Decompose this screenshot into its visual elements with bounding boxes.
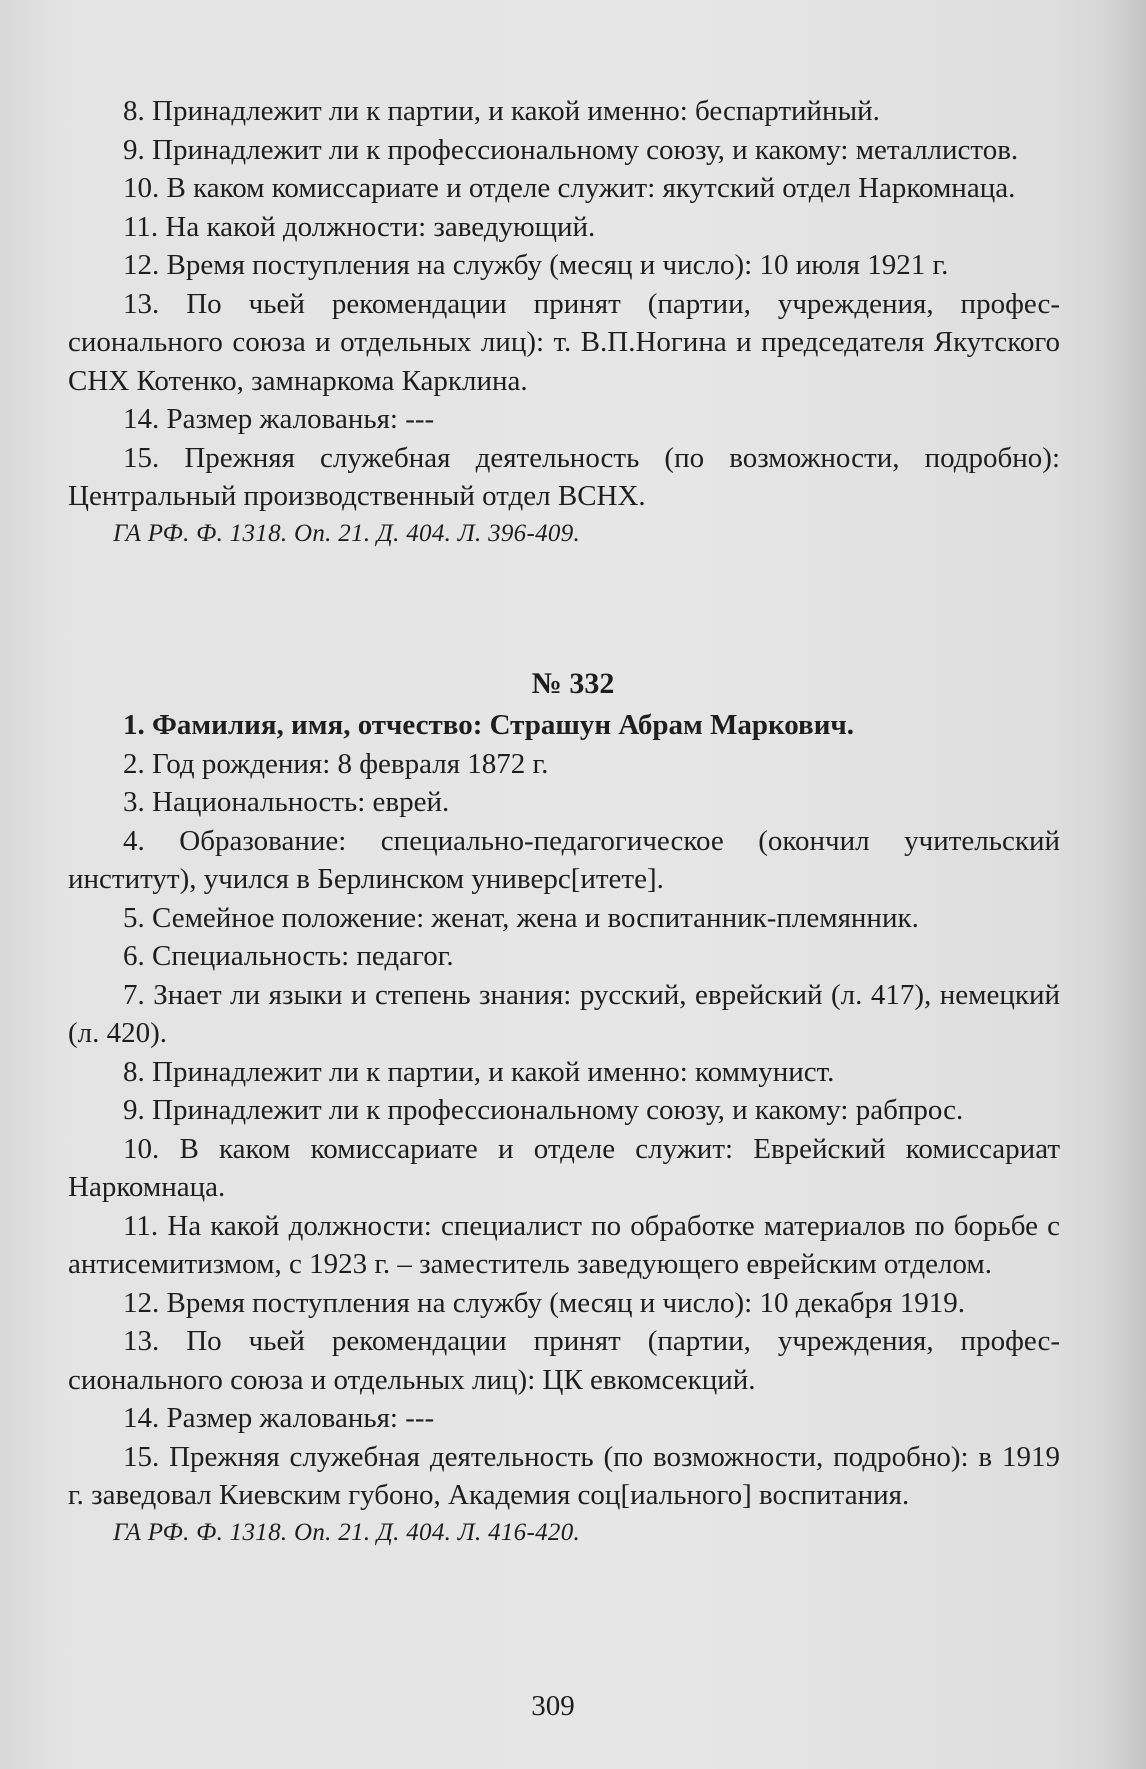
- list-item: 10. В каком комиссариате и отделе служит: якутский отдел Наркомнаца.: [123, 172, 1016, 204]
- document-number-heading: № 332: [531, 667, 615, 700]
- list-item: 8. Принадлежит ли к партии, и какой именно: беспартийный.: [123, 95, 880, 127]
- list-item: 6. Специальность: педагог.: [123, 940, 454, 972]
- section-1-text: [68, 92, 1060, 552]
- list-item: 11. На какой должности: специалист по обработке материалов по борьбе с антисемитизмом, с 1923 г. – заместитель заведующего еврейским отделом.: [68, 1209, 1060, 1280]
- list-item: 9. Принадлежит ли к профессиональному союзу, и какому: металлистов.: [123, 133, 1019, 166]
- list-item: 13. По чьей рекомендации принят (партии, учреждения, профессионального союза и отдельных лиц): т. В.П.Ногина и председателя Якутского СНХ Котенко, замнаркома Карклина.: [68, 287, 1060, 397]
- list-item: 5. Семейное положение: женат, жена и воспитанник-племянник.: [123, 901, 919, 934]
- list-item: 2. Год рождения: 8 февраля 1872 г.: [123, 747, 549, 780]
- list-item: 14. Размер жалованья: ---: [123, 403, 435, 435]
- archive-source-citation: ГА РФ. Ф. 1318. Оп. 21. Д. 404. Л. 396-409.: [113, 519, 581, 547]
- list-item: 11. На какой должности: заведующий.: [123, 210, 596, 243]
- list-item: 14. Размер жалованья: ---: [123, 1402, 435, 1434]
- page-number: 309: [531, 1690, 575, 1722]
- page-edge-shadow: [1106, 0, 1146, 1769]
- list-item: 12. Время поступления на службу (месяц и число): 10 июля 1921 г.: [123, 249, 949, 281]
- list-item: 3. Национальность: еврей.: [123, 786, 450, 818]
- list-item: 4. Образование: специально-педагогическое (окончил учительский институт), учился в Берлинском универс[итете].: [68, 824, 1060, 895]
- section-2-text: [68, 706, 1060, 1551]
- list-item: 13. По чьей рекомендации принят (партии, учреждения, профессионального союза и отдельных лиц): ЦК евкомсекций.: [68, 1325, 1060, 1396]
- list-item: 8. Принадлежит ли к партии, и какой именно: коммунист.: [123, 1055, 835, 1088]
- person-name-heading: 1. Фамилия, имя, отчество: Страшун Абрам Маркович.: [123, 709, 855, 741]
- list-item: 10. В каком комиссариате и отделе служит: Еврейский комиссариат Наркомнаца.: [68, 1132, 1060, 1203]
- list-item: 12. Время поступления на службу (месяц и число): 10 декабря 1919.: [123, 1286, 965, 1319]
- list-item: 15. Прежняя служебная деятельность (по возможности, подробно): в 1919 г. заведовал Киевским губоно, Академия соц[иального] воспитания.: [68, 1440, 1060, 1511]
- list-item: 9. Принадлежит ли к профессиональному союзу, и какому: рабпрос.: [123, 1094, 964, 1126]
- list-item: 15. Прежняя служебная деятельность (по возможности, подробно): Центральный производственный отдел ВСНХ.: [68, 441, 1060, 512]
- list-item: 7. Знает ли языки и степень знания: русский, еврейский (л. 417), немецкий (л. 420).: [68, 978, 1060, 1049]
- archive-source-citation: ГА РФ. Ф. 1318. Оп. 21. Д. 404. Л. 416-420.: [113, 1518, 581, 1546]
